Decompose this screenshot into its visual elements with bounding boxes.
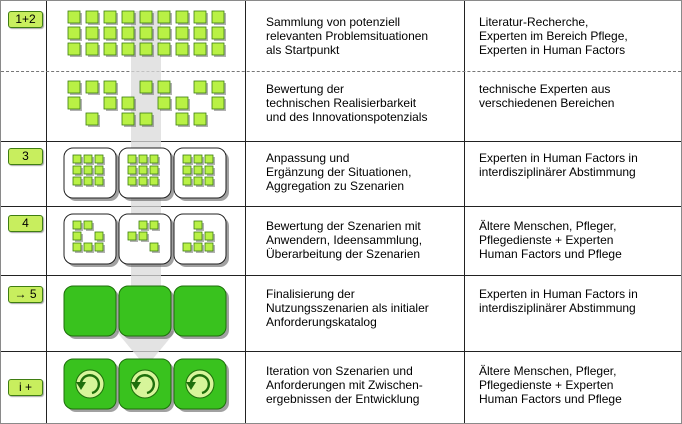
grid-square [128, 177, 136, 185]
grid-square [139, 155, 147, 163]
grid-square [84, 221, 92, 229]
grid-square [212, 27, 224, 39]
grid-square [212, 81, 224, 93]
grid-square [150, 166, 158, 174]
grid-square [84, 166, 92, 174]
grid-square [140, 27, 152, 39]
step-experts: Experten in Human Factors in interdisziplinärer Abstimmung [479, 151, 638, 179]
step-description: Anpassung und Ergänzung der Situationen, Aggregation zu Szenarien [266, 151, 412, 193]
grid-square [128, 166, 136, 174]
grid-square [158, 97, 170, 109]
grid-square [139, 166, 147, 174]
grid-square [86, 43, 98, 55]
requirements-panel [174, 286, 226, 336]
grid-square [158, 27, 170, 39]
grid-square [95, 243, 103, 251]
grid-square [194, 221, 202, 229]
grid-square [122, 11, 134, 23]
grid-square [86, 11, 98, 23]
process-illustration [1, 1, 681, 423]
step-experts: technische Experten aus verschiedenen Bereichen [479, 82, 615, 110]
grid-square [95, 232, 103, 240]
grid-square [95, 166, 103, 174]
grid-square [194, 27, 206, 39]
step-experts: Literatur-Recherche, Experten im Bereich Pflege, Experten in Human Factors [479, 15, 628, 57]
requirements-panel [119, 286, 171, 336]
grid-square [73, 166, 81, 174]
grid-square [139, 232, 147, 240]
step-experts: Ältere Menschen, Pfleger, Pflegedienste + Experten Human Factors und Pflege [479, 219, 622, 261]
grid-square [212, 43, 224, 55]
step-experts: Ältere Menschen, Pfleger, Pflegedienste + Experten Human Factors und Pflege [479, 364, 622, 406]
grid-square [176, 43, 188, 55]
grid-square [104, 43, 116, 55]
grid-square [95, 177, 103, 185]
grid-square [194, 166, 202, 174]
grid-square [150, 155, 158, 163]
grid-square [68, 27, 80, 39]
grid-square [104, 27, 116, 39]
grid-square [68, 11, 80, 23]
grid-square [73, 177, 81, 185]
grid-square [158, 11, 170, 23]
grid-square [150, 177, 158, 185]
grid-square [86, 81, 98, 93]
step-description: Sammlung von potenziell relevanten Problemsituationen als Startpunkt [266, 15, 429, 57]
step-badge: → 5 [8, 286, 43, 303]
grid-square [128, 232, 136, 240]
grid-square [194, 243, 202, 251]
grid-square [176, 11, 188, 23]
grid-square [205, 243, 213, 251]
grid-square [194, 232, 202, 240]
step-description: Finalisierung der Nutzungsszenarien als initialer Anforderungskatalog [266, 287, 429, 329]
grid-square [122, 27, 134, 39]
requirements-panel [64, 286, 116, 336]
grid-square [73, 155, 81, 163]
grid-square [140, 11, 152, 23]
grid-square [122, 113, 134, 125]
grid-square [212, 11, 224, 23]
step-description: Iteration von Szenarien und Anforderungen mit Zwischen- ergebnissen der Entwicklung [266, 364, 423, 406]
grid-square [104, 81, 116, 93]
grid-square [176, 97, 188, 109]
grid-square [139, 221, 147, 229]
grid-square [86, 27, 98, 39]
grid-square [140, 113, 152, 125]
grid-square [68, 81, 80, 93]
grid-square [183, 243, 191, 251]
grid-square [84, 243, 92, 251]
grid-square [128, 155, 136, 163]
grid-square [104, 97, 116, 109]
grid-square [194, 155, 202, 163]
grid-square [183, 177, 191, 185]
grid-square [176, 27, 188, 39]
grid-square [205, 155, 213, 163]
grid-square [84, 155, 92, 163]
grid-square [212, 97, 224, 109]
step-badge: 1+2 [8, 11, 43, 28]
step-experts: Experten in Human Factors in interdisziplinärer Abstimmung [479, 287, 638, 315]
grid-square [122, 97, 134, 109]
grid-square [158, 81, 170, 93]
grid-square [140, 43, 152, 55]
step-description: Bewertung der Szenarien mit Anwendern, Ideensammlung, Überarbeitung der Szenarien [266, 219, 423, 261]
step-description: Bewertung der technischen Realisierbarkeit und des Innovationspotenzials [266, 82, 428, 124]
step-badge: 3 [8, 148, 43, 165]
grid-square [84, 177, 92, 185]
grid-square [150, 243, 158, 251]
grid-square [183, 155, 191, 163]
grid-square [194, 81, 206, 93]
grid-square [176, 113, 188, 125]
grid-square [140, 81, 152, 93]
grid-square [205, 166, 213, 174]
grid-square [122, 43, 134, 55]
grid-square [73, 232, 81, 240]
grid-square [194, 177, 202, 185]
grid-square [158, 43, 170, 55]
grid-square [73, 221, 81, 229]
grid-square [73, 243, 81, 251]
grid-square [205, 232, 213, 240]
grid-square [194, 43, 206, 55]
grid-square [68, 43, 80, 55]
step-badge: 4 [8, 215, 43, 232]
grid-square [139, 177, 147, 185]
grid-square [86, 113, 98, 125]
grid-square [104, 11, 116, 23]
grid-square [194, 113, 206, 125]
grid-square [150, 221, 158, 229]
grid-square [68, 97, 80, 109]
grid-square [95, 155, 103, 163]
grid-square [194, 11, 206, 23]
grid-square [183, 166, 191, 174]
grid-square [205, 177, 213, 185]
step-badge: i + [8, 379, 43, 396]
